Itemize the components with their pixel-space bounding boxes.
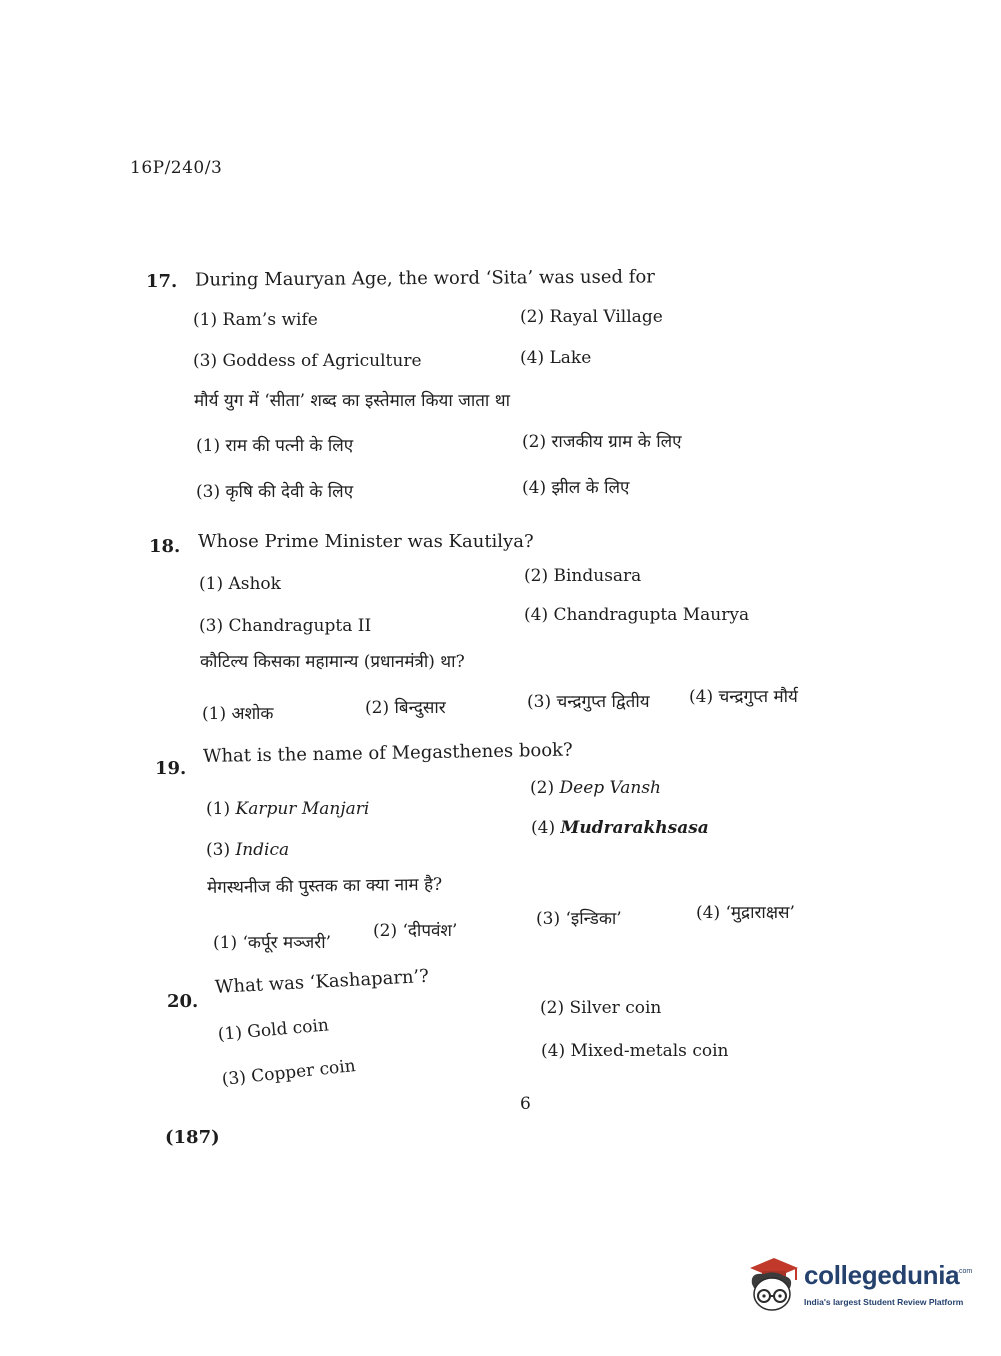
question-number: 20.: [167, 991, 199, 1012]
option-number: (1): [206, 799, 231, 819]
paper-code: 16P/240/3: [130, 158, 223, 178]
hindi-question-text: कौटिल्य किसका महामान्य (प्रधानमंत्री) था?: [200, 652, 465, 672]
hindi-option-4: (4) झील के लिए: [522, 478, 630, 498]
question-text: Whose Prime Minister was Kautilya?: [198, 531, 534, 552]
option-2: (2) Silver coin: [540, 998, 662, 1018]
option-3: (3) Chandragupta II: [199, 616, 372, 636]
option-title: Karpur Manjari: [235, 799, 370, 819]
option-title: Deep Vansh: [559, 778, 662, 798]
option-1: (1) Ashok: [199, 574, 281, 594]
hindi-option-1: (1) राम की पत्नी के लिए: [196, 436, 354, 456]
hindi-option-3: (3) ‘इन्डिका’: [536, 909, 622, 929]
hindi-question-text: मौर्य युग में ‘सीता’ शब्द का इस्तेमाल किया जाता था: [194, 391, 511, 411]
brand-tagline: India's largest Student Review Platform: [804, 1297, 964, 1307]
question-text: What is the name of Megasthenes book?: [202, 739, 573, 767]
question-number: 19.: [155, 758, 187, 779]
option-number: (3): [206, 840, 231, 860]
question-number: 18.: [149, 536, 181, 557]
hindi-option-1: (1) अशोक: [202, 704, 274, 724]
option-number: (2): [530, 778, 555, 798]
hindi-option-2: (2) बिन्दुसार: [365, 698, 446, 718]
option-4: (4) Chandragupta Maurya: [524, 605, 750, 625]
option-2: [530, 778, 661, 798]
hindi-option-4: (4) ‘मुद्राराक्षस’: [696, 903, 795, 923]
hindi-question-text: मेगस्थनीज की पुस्तक का क्या नाम है?: [206, 874, 443, 898]
hindi-option-4: (4) चन्द्रगुप्त मौर्य: [689, 687, 798, 707]
question-text: What was ‘Kashaparn’?: [214, 965, 430, 998]
option-title: Mudrarakhsasa: [560, 818, 709, 838]
option-title: Indica: [235, 840, 290, 860]
hindi-option-1: (1) ‘कर्पूर मञ्जरी’: [213, 933, 331, 953]
hindi-option-2: (2) ‘दीपवंश’: [373, 921, 458, 941]
brand-domain: .com: [957, 1268, 973, 1275]
collegedunia-watermark: [744, 1254, 974, 1316]
option-4: [531, 818, 709, 838]
footer-code: (187): [165, 1127, 220, 1148]
option-1: (1) Gold coin: [217, 1015, 330, 1045]
hindi-option-2: (2) राजकीय ग्राम के लिए: [522, 432, 682, 452]
option-number: (4): [531, 818, 556, 838]
question-number: 17.: [146, 271, 178, 292]
mascot-icon: [744, 1254, 802, 1314]
page-number: 6: [520, 1094, 531, 1114]
option-3: (3) Goddess of Agriculture: [193, 351, 422, 371]
hindi-option-3: (3) चन्द्रगुप्त द्वितीय: [527, 692, 650, 712]
option-4: (4) Lake: [520, 348, 592, 368]
brand-name: collegedunia: [804, 1260, 960, 1290]
hindi-option-3: (3) कृषि की देवी के लिए: [196, 482, 354, 502]
option-3: (3) Copper coin: [220, 1056, 357, 1090]
option-2: (2) Rayal Village: [520, 307, 663, 327]
question-text: During Mauryan Age, the word ‘Sita’ was used for: [194, 266, 655, 291]
option-4: (4) Mixed-metals coin: [541, 1041, 729, 1061]
option-2: (2) Bindusara: [524, 566, 642, 586]
option-3: [206, 840, 289, 860]
option-1: [206, 799, 369, 819]
option-1: (1) Ram’s wife: [193, 310, 318, 330]
